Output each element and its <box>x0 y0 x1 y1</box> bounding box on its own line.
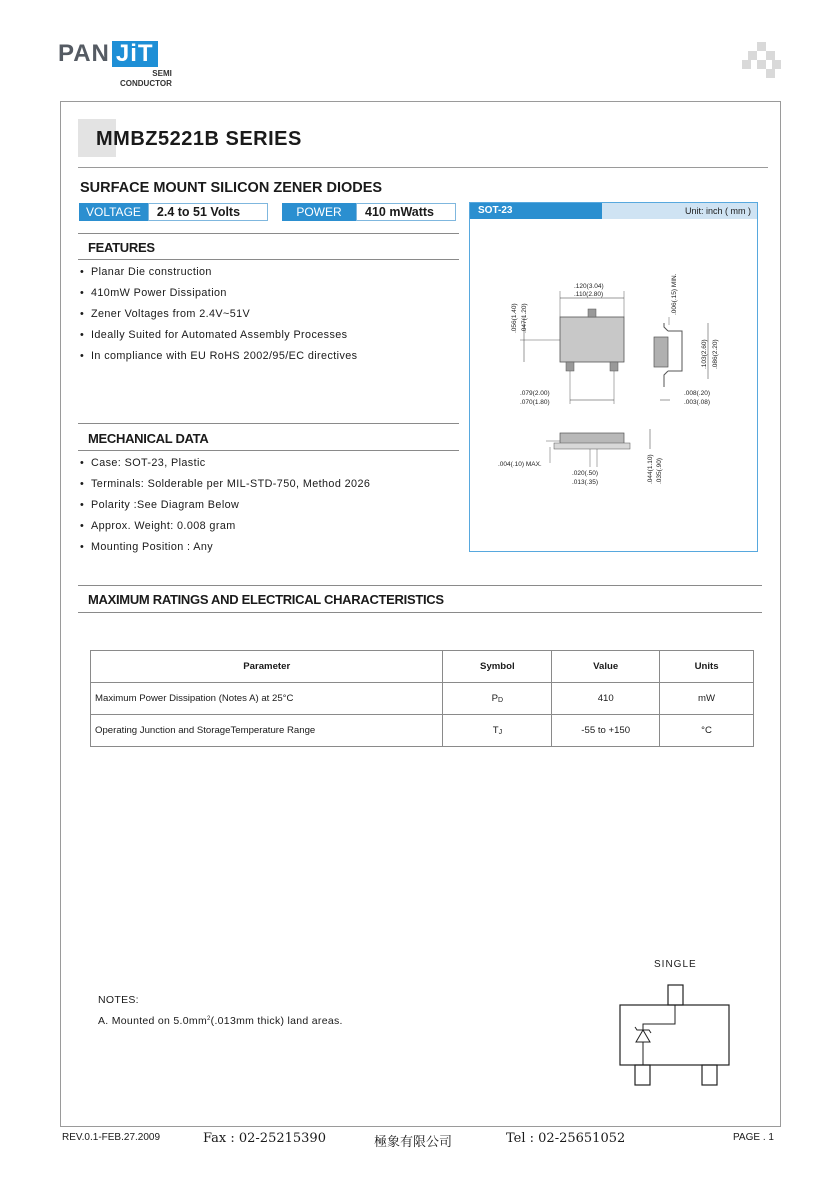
dim-side-min: .006(.15) MIN. <box>671 273 678 315</box>
dim-bottom-width-1: .079(2.00) <box>520 390 550 397</box>
tel-number: Tel : 02-25651052 <box>506 1131 626 1146</box>
cell-value: -55 to +150 <box>552 715 660 747</box>
dim-lead-thickness-2: .003(.08) <box>684 399 711 406</box>
list-item: • Mounting Position : Any <box>80 540 370 561</box>
logo-tagline-2: CONDUCTOR <box>120 79 172 88</box>
package-header <box>470 203 757 219</box>
ratings-table <box>90 650 754 747</box>
cell-value: 410 <box>552 683 660 715</box>
dim-side-height-2: .086(2.20) <box>712 339 719 369</box>
mechanical-list <box>80 456 370 561</box>
table-row <box>91 715 754 747</box>
zener-diode-icon <box>636 1030 650 1042</box>
package-unit: Unit: inch ( mm ) <box>684 206 751 216</box>
list-item: • Polarity :See Diagram Below <box>80 498 370 519</box>
front-view <box>498 429 663 486</box>
cell-parameter: Maximum Power Dissipation (Notes A) at 25°C <box>91 683 443 715</box>
product-subtitle: SURFACE MOUNT SILICON ZENER DIODES <box>80 180 383 196</box>
table-header-row <box>91 651 754 683</box>
dim-lead-thickness-1: .008(.20) <box>684 390 711 397</box>
cell-units: °C <box>660 715 754 747</box>
features-rule-top <box>78 233 459 234</box>
logo-brand-right: JiT <box>112 41 158 67</box>
column-header-parameter: Parameter <box>91 651 443 683</box>
voltage-spec <box>79 203 268 221</box>
package-outline-box <box>469 202 758 552</box>
list-item: • Planar Die construction <box>80 265 357 286</box>
list-item: • Terminals: Solderable per MIL-STD-750, Method 2026 <box>80 477 370 498</box>
dim-max-standoff: .004(.10) MAX. <box>498 461 542 468</box>
title-divider <box>78 167 768 168</box>
cell-parameter: Operating Junction and StorageTemperature Range <box>91 715 443 747</box>
side-view <box>654 273 719 406</box>
page-title: MMBZ5221B SERIES <box>96 128 302 150</box>
dim-height-2: .035(.90) <box>656 457 663 484</box>
dim-left-height-1: .056(1.40) <box>511 303 518 333</box>
power-label: POWER <box>282 203 356 221</box>
panjit-logo <box>58 40 172 88</box>
column-header-units: Units <box>660 651 754 683</box>
list-item: • Case: SOT-23, Plastic <box>80 456 370 477</box>
cell-symbol: TJ <box>443 715 552 747</box>
power-value: 410 mWatts <box>356 203 456 221</box>
dim-bottom-width-2: .070(1.80) <box>520 399 550 406</box>
logo-brand-left: PAN <box>58 40 110 67</box>
list-item: • Zener Voltages from 2.4V~51V <box>80 307 357 328</box>
revision-info: REV.0.1-FEB.27.2009 <box>62 1132 161 1143</box>
ratings-rule-top <box>78 585 762 586</box>
dim-pad-2: .013(.35) <box>572 479 599 486</box>
dim-left-height-2: .047(1.20) <box>521 303 528 333</box>
notes-label: NOTES: <box>98 994 139 1006</box>
list-item: • In compliance with EU RoHS 2002/95/EC directives <box>80 349 357 370</box>
list-item: • Approx. Weight: 0.008 gram <box>80 519 370 540</box>
top-view <box>511 283 624 406</box>
single-zener-pinout-diagram <box>612 980 734 1092</box>
table-row <box>91 683 754 715</box>
single-diagram-label: SINGLE <box>654 959 697 970</box>
note-a: A. Mounted on $5.0mm^2(.013mm$ thick) land areas. <box>98 1015 343 1027</box>
column-header-symbol: Symbol <box>443 651 552 683</box>
list-item: • 410mW Power Dissipation <box>80 286 357 307</box>
features-heading: FEATURES <box>88 240 155 255</box>
dim-side-height-1: .103(2.60) <box>701 339 708 369</box>
ratings-heading: MAXIMUM RATINGS AND ELECTRICAL CHARACTERISTICS <box>88 592 444 607</box>
mechanical-heading: MECHANICAL DATA <box>88 431 209 446</box>
dim-height-1: .044(1.10) <box>647 454 654 484</box>
package-name: SOT-23 <box>470 203 602 219</box>
voltage-label: VOLTAGE <box>79 203 148 221</box>
features-rule-bottom <box>78 259 459 260</box>
package-dimension-drawing <box>470 219 757 551</box>
decorative-squares <box>742 42 782 82</box>
fax-number: Fax : 02-25215390 <box>203 1131 326 1146</box>
page-number: PAGE . 1 <box>733 1132 774 1143</box>
list-item: • Ideally Suited for Automated Assembly Processes <box>80 328 357 349</box>
ratings-rule-bottom <box>78 612 762 613</box>
dim-top-width-1: .120(3.04) <box>574 283 604 290</box>
dim-top-width-2: .110(2.80) <box>574 291 604 298</box>
cell-units: mW <box>660 683 754 715</box>
features-list <box>80 265 357 370</box>
cell-symbol: PD <box>443 683 552 715</box>
column-header-value: Value <box>552 651 660 683</box>
dim-pad-1: .020(.50) <box>572 470 599 477</box>
power-spec <box>282 203 456 221</box>
logo-tagline-1: SEMI <box>152 69 172 78</box>
voltage-value: 2.4 to 51 Volts <box>148 203 268 221</box>
mechanical-rule-top <box>78 423 459 424</box>
company-name: 極象有限公司 <box>374 1135 453 1150</box>
mechanical-rule-bottom <box>78 450 459 451</box>
